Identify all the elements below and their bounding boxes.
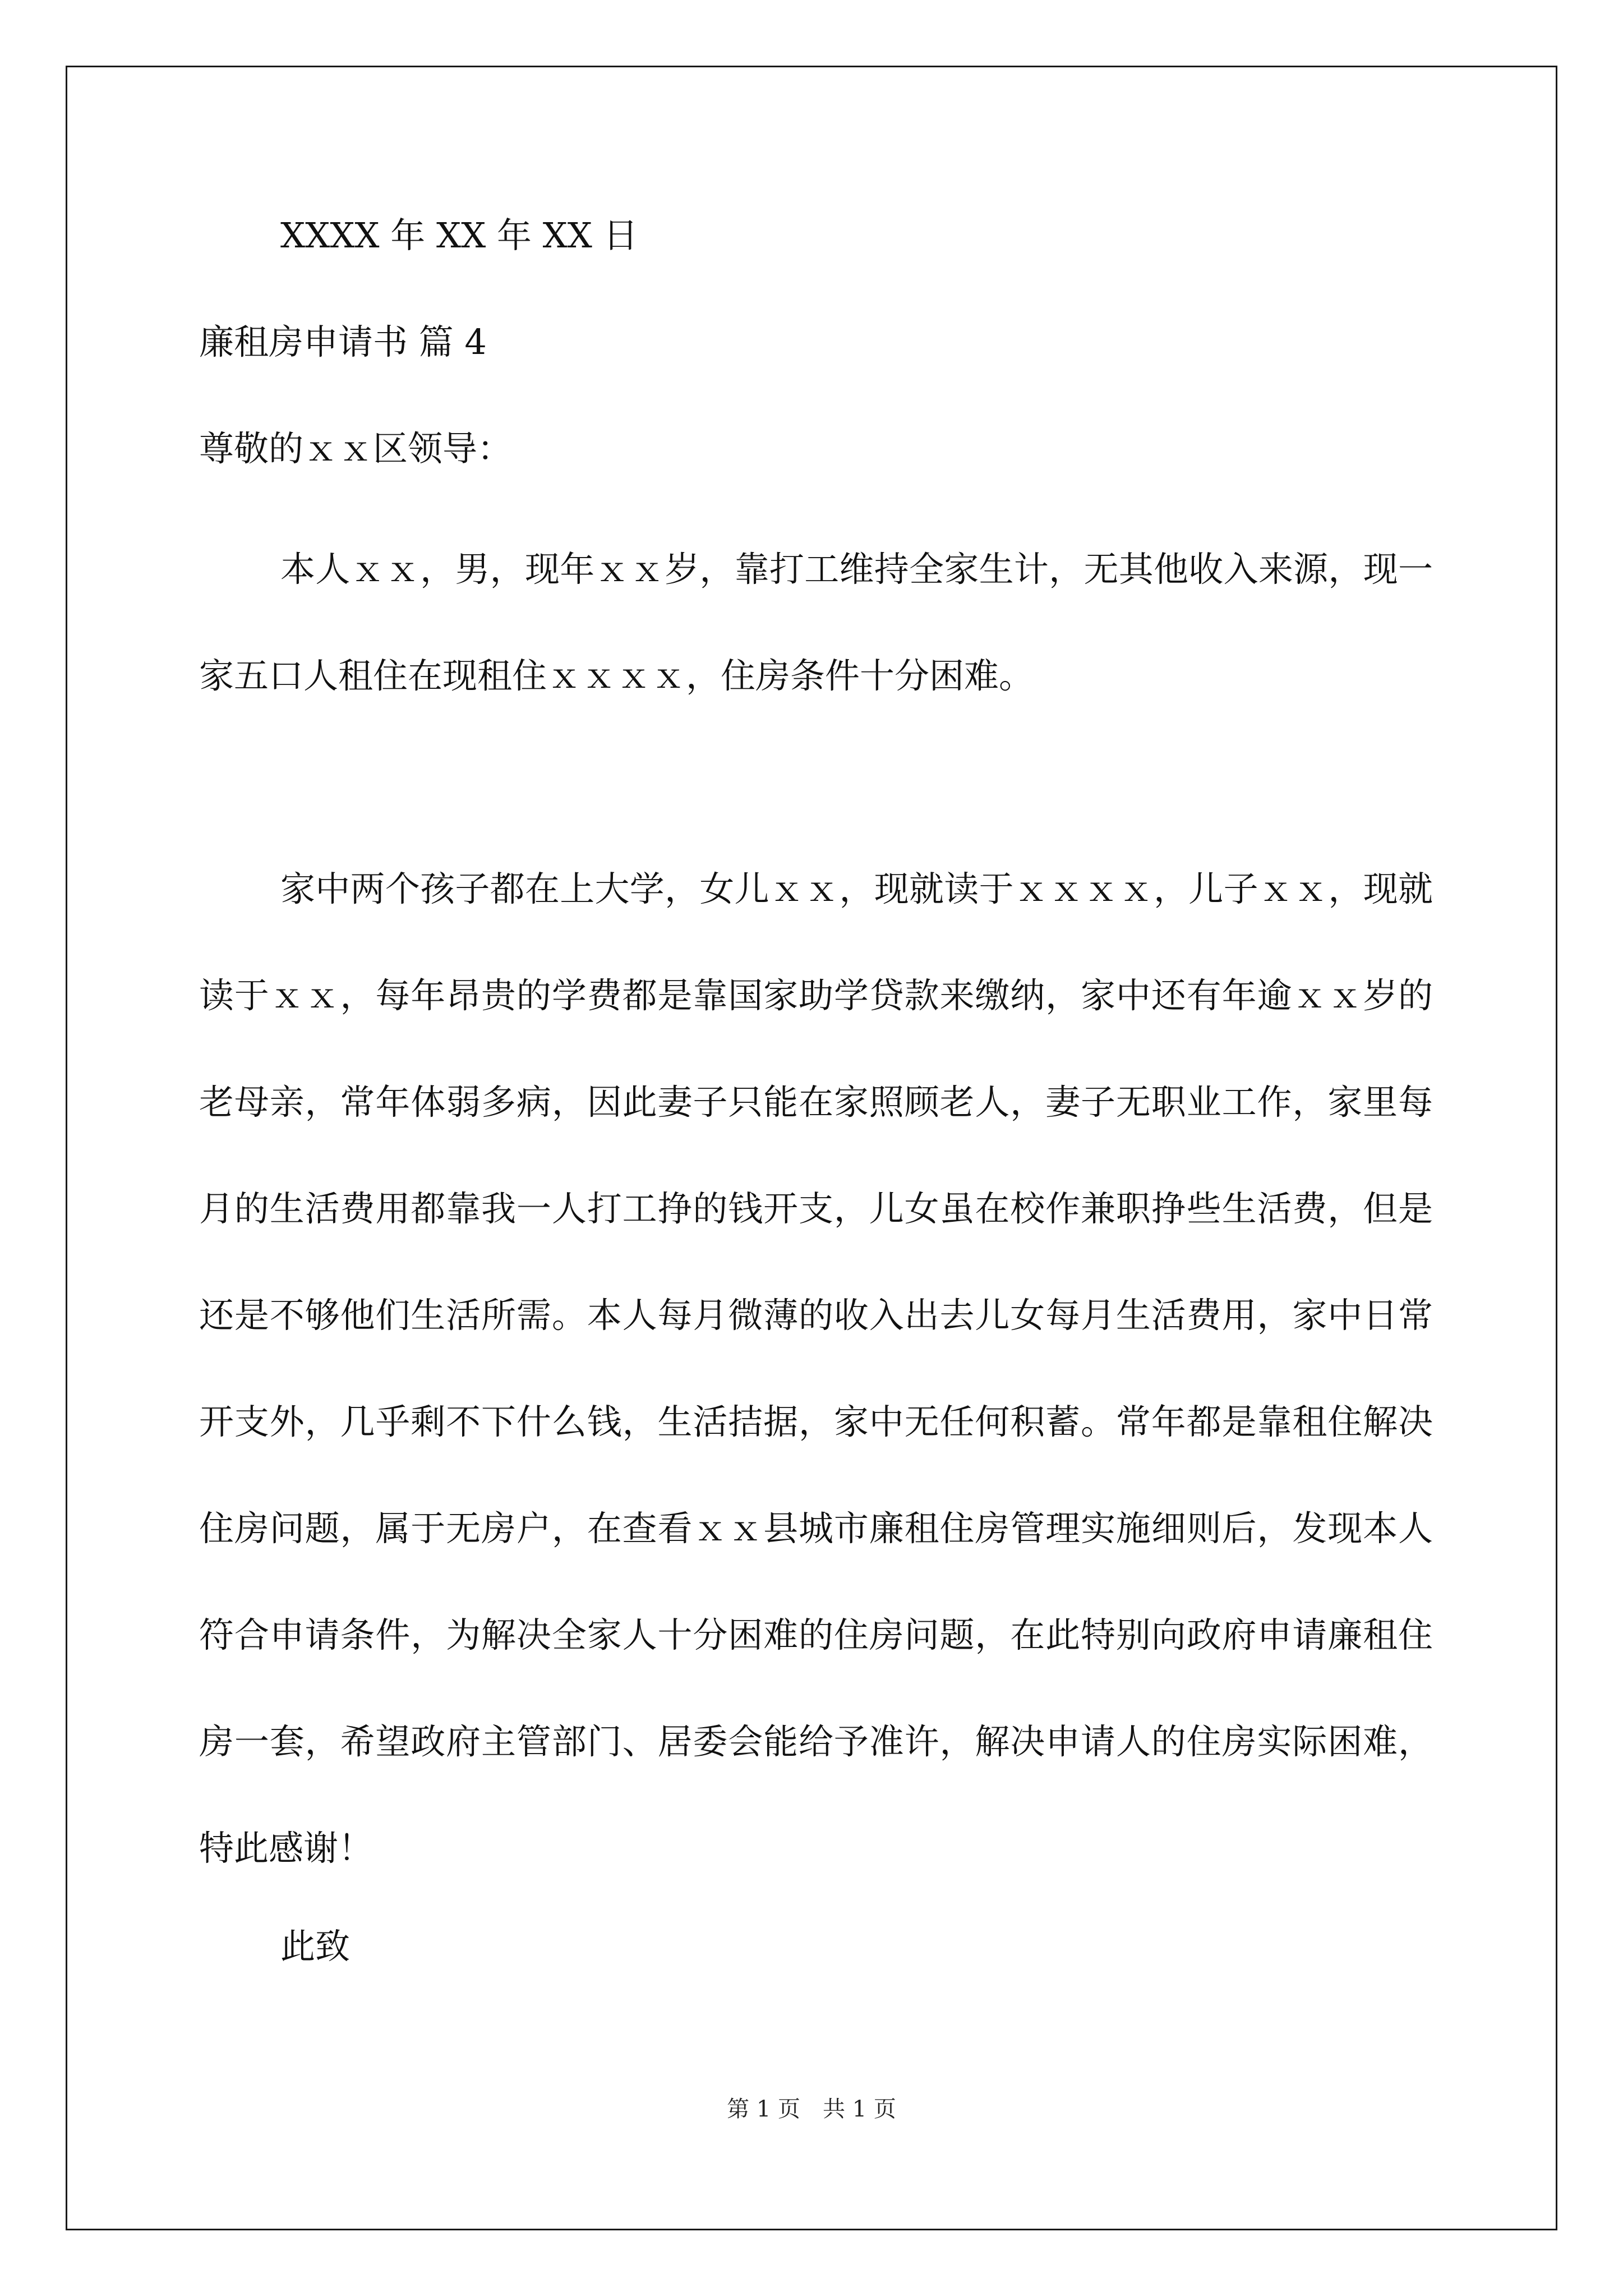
salutation: 尊敬的ｘｘ区领导： xyxy=(199,428,513,469)
page-number-total: 共 1 页 xyxy=(823,2096,896,2122)
closing-line: 此致 xyxy=(280,1926,351,1967)
page-footer xyxy=(0,2095,1623,2123)
date-line: XXXX 年 XX 年 XX 日 xyxy=(280,215,638,256)
body-paragraph-2: 家中两个孩子都在上大学，女儿ｘｘ，现就读于ｘｘｘｘ，儿子ｘｘ，现就读于ｘｘ，每年昂贵的学费都是靠国家助学贷款来缴纳，家中还有年逾ｘｘ岁的老母亲，常年体弱多病，因此妻子只能在家照顾老人，妻子无职业工作，家里每月的生活费用都靠我一人打工挣的钱开支，儿女虽在校作兼职挣些生活费，但是还是不够他们生活所需。本人每月微薄的收入出去儿女每月生活费用，家中日常开支外，几乎剩不下什么钱，生活拮据，家中无任何积蓄。常年都是靠租住解决住房问题，属于无房户，在查看ｘｘ县城市廉租住房管理实施细则后，发现本人符合申请条件，为解决全家人十分困难的住房问题，在此特别向政府申请廉租住房一套，希望政府主管部门、居委会能给予准许，解决申请人的住房实际困难，特此感谢！ xyxy=(199,868,1433,1869)
section-title: 廉租房申请书 篇 4 xyxy=(199,321,487,362)
page-number-current: 第 1 页 xyxy=(727,2096,800,2122)
body-paragraph-1: 本人ｘｘ，男，现年ｘｘ岁，靠打工维持全家生计，无其他收入来源，现一家五口人租住在现租住ｘｘｘｘ，住房条件十分困难。 xyxy=(199,549,1433,696)
